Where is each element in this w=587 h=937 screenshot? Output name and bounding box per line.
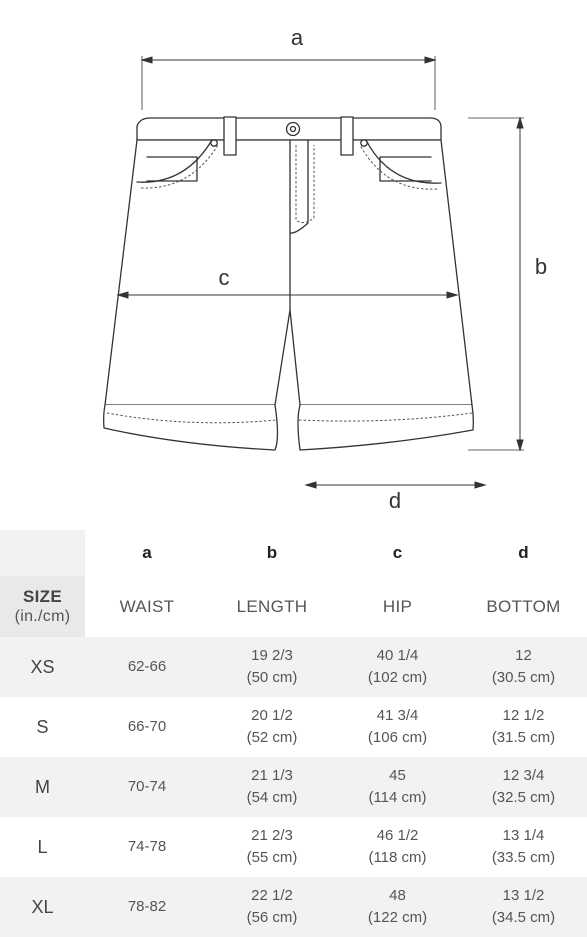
bottom-inches: 13 1/4 [502, 827, 545, 844]
dimension-label-a: a [290, 25, 304, 50]
size-cell: M [0, 757, 85, 817]
size-chart-table [0, 530, 587, 937]
bottom-cell [460, 877, 587, 937]
dimension-label-c: c [218, 265, 230, 290]
column-letter-a: a [142, 543, 152, 562]
bottom-inches: 12 [515, 647, 532, 664]
size-cell: L [37, 837, 48, 857]
size-cell: XL [0, 877, 85, 937]
length-cm: (56 cm) [246, 909, 298, 926]
size-header-cell [0, 576, 85, 637]
dimension-label-b: b [534, 254, 548, 279]
length-cm: (55 cm) [246, 849, 298, 866]
hip-inches: 48 [389, 887, 406, 904]
bottom-inches: 12 3/4 [502, 767, 545, 784]
waist-cell: 70-74 [85, 757, 209, 817]
bottom-cell [460, 697, 587, 757]
size-cell: S [36, 717, 49, 737]
bottom-cell [460, 757, 587, 817]
length-cm: (50 cm) [246, 669, 298, 686]
bottom-cm: (32.5 cm) [491, 789, 556, 806]
waist-cell: 78-82 [85, 877, 209, 937]
hip-inches: 41 3/4 [376, 707, 419, 724]
table-header-names [0, 576, 587, 637]
length-inches: 22 1/2 [251, 887, 293, 904]
length-inches: 21 1/3 [251, 767, 293, 784]
column-letter-c: c [392, 543, 403, 562]
table-row [0, 757, 587, 817]
waist-cell: 62-66 [85, 637, 209, 697]
hip-cm: (118 cm) [368, 849, 427, 866]
table-header-letters [0, 530, 587, 576]
length-cell [209, 817, 335, 877]
waist-cell: 66-70 [127, 718, 167, 735]
bottom-cm: (34.5 cm) [491, 909, 556, 926]
hip-inches: 46 1/2 [376, 827, 419, 844]
hip-inches: 45 [389, 767, 406, 784]
table-corner-cell [0, 530, 85, 576]
column-name-bottom: BOTTOM [486, 596, 561, 616]
column-letter-d: d [518, 543, 529, 562]
bottom-cell [460, 637, 587, 697]
hip-cm: (122 cm) [367, 909, 428, 926]
bottom-cm: (33.5 cm) [491, 849, 556, 866]
table-row [0, 817, 587, 877]
hip-cell [335, 697, 460, 757]
waist-cell: 74-78 [127, 838, 167, 855]
bottom-cell [460, 817, 587, 877]
column-letter-b: b [266, 543, 278, 562]
length-cell [209, 757, 335, 817]
dimension-label-d: d [388, 488, 402, 513]
size-unit-label: (in./cm) [14, 607, 71, 625]
bottom-cm: (31.5 cm) [491, 729, 556, 746]
bottom-cm: (30.5 cm) [491, 669, 556, 686]
hip-cm: (106 cm) [367, 729, 428, 746]
column-name-waist: WAIST [119, 596, 175, 616]
hip-cell [335, 817, 460, 877]
hip-cell [335, 637, 460, 697]
column-name-hip: HIP [382, 596, 413, 616]
size-header-label: SIZE [23, 586, 62, 606]
size-cell: XS [0, 637, 85, 697]
length-cm: (52 cm) [246, 729, 298, 746]
hip-cell [335, 877, 460, 937]
length-inches: 20 1/2 [251, 707, 293, 724]
hip-cm: (114 cm) [368, 789, 427, 806]
table-row [0, 877, 587, 937]
length-inches: 21 2/3 [251, 827, 293, 844]
length-cell [209, 697, 335, 757]
table-row [0, 637, 587, 697]
hip-inches: 40 1/4 [376, 647, 419, 664]
hip-cell [335, 757, 460, 817]
bottom-inches: 12 1/2 [502, 707, 545, 724]
table-row [0, 697, 587, 757]
length-cm: (54 cm) [246, 789, 298, 806]
length-cell [209, 637, 335, 697]
hip-cm: (102 cm) [367, 669, 428, 686]
column-name-length: LENGTH [236, 596, 308, 616]
length-cell [209, 877, 335, 937]
bottom-inches: 13 1/2 [502, 887, 545, 904]
length-inches: 19 2/3 [251, 647, 293, 664]
